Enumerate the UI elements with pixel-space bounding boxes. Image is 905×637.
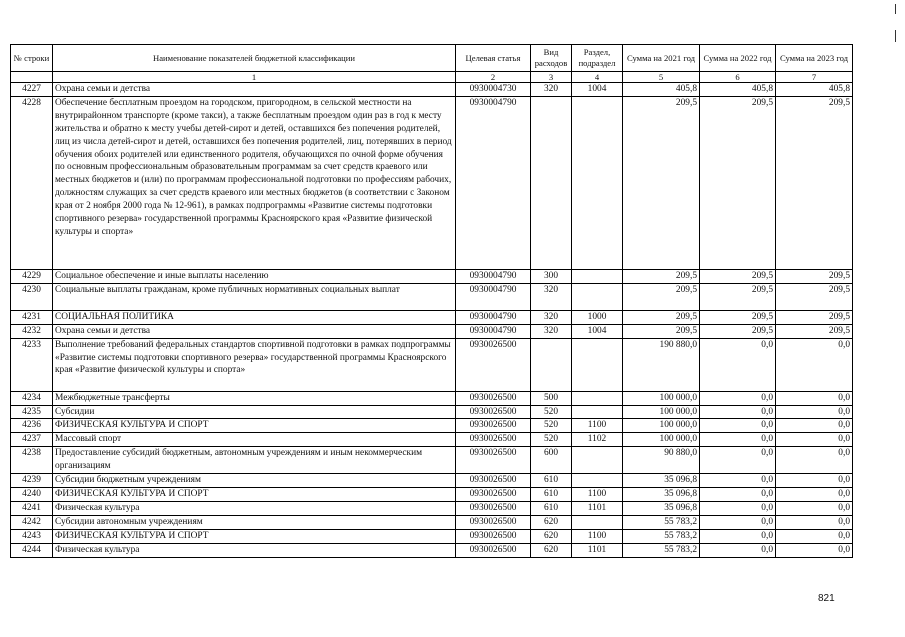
row-sum-2022: 209,5 [700,324,776,338]
row-indicator-name: Предоставление субсидий бюджетным, автономным учреждениям и иным некоммерческим организациям [53,447,456,474]
table-row [11,419,853,433]
row-number: 4232 [11,324,53,338]
row-sum-2023: 405,8 [776,83,853,97]
row-number: 4239 [11,474,53,488]
header-section: Раздел, подраздел [572,45,623,72]
row-indicator-name: Субсидии бюджетным учреждениям [53,474,456,488]
row-sum-2021: 405,8 [623,83,700,97]
row-expense-type: 610 [531,488,572,502]
row-sum-2023: 0,0 [776,543,853,557]
scan-edge-mark [895,30,896,42]
table-row [11,324,853,338]
row-indicator-name: Охрана семьи и детства [53,83,456,97]
row-number: 4234 [11,391,53,405]
row-number: 4233 [11,338,53,391]
row-target-article: 0930026500 [456,405,531,419]
table-row [11,543,853,557]
row-expense-type: 500 [531,391,572,405]
row-section: 1102 [572,433,623,447]
row-sum-2022: 0,0 [700,419,776,433]
header-sum-2021: Сумма на 2021 год [623,45,700,72]
header-indicator-name: Наименование показателей бюджетной классификации [53,45,456,72]
row-section [572,515,623,529]
row-target-article: 0930004790 [456,283,531,310]
row-target-article: 0930026500 [456,338,531,391]
row-section [572,447,623,474]
row-target-article: 0930026500 [456,502,531,516]
row-sum-2022: 0,0 [700,433,776,447]
table-row [11,474,853,488]
row-expense-type: 320 [531,310,572,324]
header-sum-2022: Сумма на 2022 год [700,45,776,72]
row-expense-type: 300 [531,269,572,283]
table-row [11,283,853,310]
table-header-row [11,45,853,72]
table-row [11,83,853,97]
row-sum-2022: 209,5 [700,283,776,310]
row-indicator-name: Физическая культура [53,502,456,516]
row-section [572,474,623,488]
row-target-article: 0930026500 [456,474,531,488]
row-number: 4229 [11,269,53,283]
row-sum-2022: 0,0 [700,391,776,405]
row-section: 1100 [572,529,623,543]
table-body [11,83,853,558]
row-sum-2021: 35 096,8 [623,502,700,516]
page-number: 821 [818,593,835,604]
table-row [11,447,853,474]
row-sum-2023: 0,0 [776,338,853,391]
row-target-article: 0930004790 [456,269,531,283]
row-indicator-name: ФИЗИЧЕСКАЯ КУЛЬТУРА И СПОРТ [53,488,456,502]
row-sum-2023: 0,0 [776,488,853,502]
row-target-article: 0930004790 [456,96,531,269]
row-expense-type: 520 [531,419,572,433]
row-sum-2023: 0,0 [776,515,853,529]
row-sum-2021: 209,5 [623,324,700,338]
row-number: 4231 [11,310,53,324]
row-number: 4230 [11,283,53,310]
row-expense-type: 520 [531,433,572,447]
row-sum-2022: 0,0 [700,447,776,474]
row-sum-2021: 209,5 [623,310,700,324]
header-target-article: Целевая статья [456,45,531,72]
row-target-article: 0930026500 [456,391,531,405]
column-number: 1 [53,72,456,83]
row-sum-2023: 0,0 [776,391,853,405]
column-number-row [11,72,853,83]
row-section: 1100 [572,419,623,433]
budget-table [10,44,853,558]
row-target-article: 0930026500 [456,515,531,529]
row-number: 4243 [11,529,53,543]
header-expense-type: Вид расходов [531,45,572,72]
row-sum-2023: 209,5 [776,269,853,283]
row-sum-2022: 405,8 [700,83,776,97]
row-sum-2022: 0,0 [700,515,776,529]
scan-edge-mark [895,4,896,14]
row-expense-type: 620 [531,529,572,543]
row-expense-type: 320 [531,324,572,338]
row-expense-type: 520 [531,405,572,419]
header-row-number: № строки [11,45,53,72]
row-sum-2022: 209,5 [700,96,776,269]
column-number: 4 [572,72,623,83]
row-target-article: 0930004790 [456,310,531,324]
row-sum-2021: 100 000,0 [623,391,700,405]
column-number: 3 [531,72,572,83]
row-sum-2021: 55 783,2 [623,543,700,557]
row-section: 1004 [572,83,623,97]
row-sum-2023: 209,5 [776,324,853,338]
row-target-article: 0930026500 [456,529,531,543]
row-section: 1004 [572,324,623,338]
row-section: 1101 [572,543,623,557]
row-section [572,405,623,419]
table-row [11,433,853,447]
row-section [572,96,623,269]
column-number: 7 [776,72,853,83]
table-row [11,96,853,269]
row-sum-2023: 0,0 [776,405,853,419]
row-sum-2021: 55 783,2 [623,515,700,529]
row-target-article: 0930026500 [456,447,531,474]
table-row [11,405,853,419]
row-number: 4238 [11,447,53,474]
row-sum-2022: 0,0 [700,405,776,419]
row-sum-2022: 0,0 [700,474,776,488]
row-section: 1100 [572,488,623,502]
table-row [11,488,853,502]
table-row [11,515,853,529]
row-sum-2021: 35 096,8 [623,488,700,502]
row-target-article: 0930004790 [456,324,531,338]
table-row [11,269,853,283]
row-sum-2021: 55 783,2 [623,529,700,543]
row-sum-2023: 0,0 [776,419,853,433]
row-number: 4227 [11,83,53,97]
header-sum-2023: Сумма на 2023 год [776,45,853,72]
row-expense-type: 600 [531,447,572,474]
row-number: 4244 [11,543,53,557]
table-row [11,529,853,543]
row-number: 4241 [11,502,53,516]
row-sum-2021: 100 000,0 [623,419,700,433]
row-indicator-name: ФИЗИЧЕСКАЯ КУЛЬТУРА И СПОРТ [53,529,456,543]
row-sum-2023: 0,0 [776,529,853,543]
row-indicator-name: Межбюджетные трансферты [53,391,456,405]
row-number: 4237 [11,433,53,447]
row-section: 1000 [572,310,623,324]
column-number: 5 [623,72,700,83]
row-expense-type: 610 [531,502,572,516]
row-sum-2023: 209,5 [776,310,853,324]
table-row [11,338,853,391]
row-section: 1101 [572,502,623,516]
row-sum-2021: 209,5 [623,269,700,283]
row-sum-2021: 209,5 [623,283,700,310]
row-indicator-name: Выполнение требований федеральных стандартов спортивной подготовки в рамках подпрограммы «Развитие системы подготовки спортивного резерва» государственной программы Красноярского края «Развитие физической культуры и спорта» [53,338,456,391]
row-sum-2022: 0,0 [700,529,776,543]
row-sum-2022: 209,5 [700,269,776,283]
row-target-article: 0930004730 [456,83,531,97]
row-target-article: 0930026500 [456,543,531,557]
row-number: 4235 [11,405,53,419]
row-sum-2021: 209,5 [623,96,700,269]
row-sum-2022: 0,0 [700,338,776,391]
row-expense-type: 320 [531,283,572,310]
row-indicator-name: Обеспечение бесплатным проездом на городском, пригородном, в сельской местности на внутрирайонном транспорте (кроме такси), а также бесплатным проездом один раз в год к месту жительства и обратно к месту учебы детей-сирот и детей, оставшихся без попечения родителей, лиц из числа детей-сирот и детей, оставшихся без попечения родителей, лиц, потерявших в период обучения обоих родителей или единственного родителя, обучающихся по очной форме обучения по основным профессиональным образовательным программам за счет средств краевого или местных бюджетов и (или) по программам профессиональной подготовки по профессиям рабочих, должностям служащих за счет средств краевого или местных бюджетов (в соответствии с Законом края от 2 ноября 2000 года № 12-961), в рамках подпрограммы «Развитие системы подготовки спортивного резерва» государственной программы Красноярского края «Развитие физической культуры и спорта» [53,96,456,269]
row-section [572,283,623,310]
row-sum-2023: 0,0 [776,447,853,474]
row-expense-type: 620 [531,543,572,557]
row-sum-2023: 209,5 [776,283,853,310]
row-sum-2023: 0,0 [776,474,853,488]
row-sum-2021: 190 880,0 [623,338,700,391]
row-sum-2022: 0,0 [700,502,776,516]
row-expense-type [531,338,572,391]
row-indicator-name: Охрана семьи и детства [53,324,456,338]
column-number: 6 [700,72,776,83]
row-target-article: 0930026500 [456,419,531,433]
row-sum-2022: 209,5 [700,310,776,324]
row-number: 4240 [11,488,53,502]
row-indicator-name: Субсидии автономным учреждениям [53,515,456,529]
row-indicator-name: Социальное обеспечение и иные выплаты населению [53,269,456,283]
row-sum-2022: 0,0 [700,543,776,557]
row-sum-2023: 0,0 [776,502,853,516]
row-section [572,391,623,405]
row-indicator-name: Массовый спорт [53,433,456,447]
table-row [11,310,853,324]
row-target-article: 0930026500 [456,433,531,447]
row-target-article: 0930026500 [456,488,531,502]
row-sum-2023: 209,5 [776,96,853,269]
row-sum-2021: 100 000,0 [623,433,700,447]
row-section [572,269,623,283]
row-indicator-name: Социальные выплаты гражданам, кроме публичных нормативных социальных выплат [53,283,456,310]
column-number: 2 [456,72,531,83]
row-sum-2021: 90 880,0 [623,447,700,474]
row-sum-2022: 0,0 [700,488,776,502]
column-number [11,72,53,83]
row-section [572,338,623,391]
row-indicator-name: ФИЗИЧЕСКАЯ КУЛЬТУРА И СПОРТ [53,419,456,433]
table-row [11,502,853,516]
row-expense-type [531,96,572,269]
row-number: 4228 [11,96,53,269]
table-row [11,391,853,405]
row-expense-type: 320 [531,83,572,97]
row-indicator-name: СОЦИАЛЬНАЯ ПОЛИТИКА [53,310,456,324]
row-sum-2023: 0,0 [776,433,853,447]
row-number: 4236 [11,419,53,433]
row-expense-type: 610 [531,474,572,488]
row-indicator-name: Субсидии [53,405,456,419]
row-number: 4242 [11,515,53,529]
row-expense-type: 620 [531,515,572,529]
row-sum-2021: 100 000,0 [623,405,700,419]
row-sum-2021: 35 096,8 [623,474,700,488]
row-indicator-name: Физическая культура [53,543,456,557]
